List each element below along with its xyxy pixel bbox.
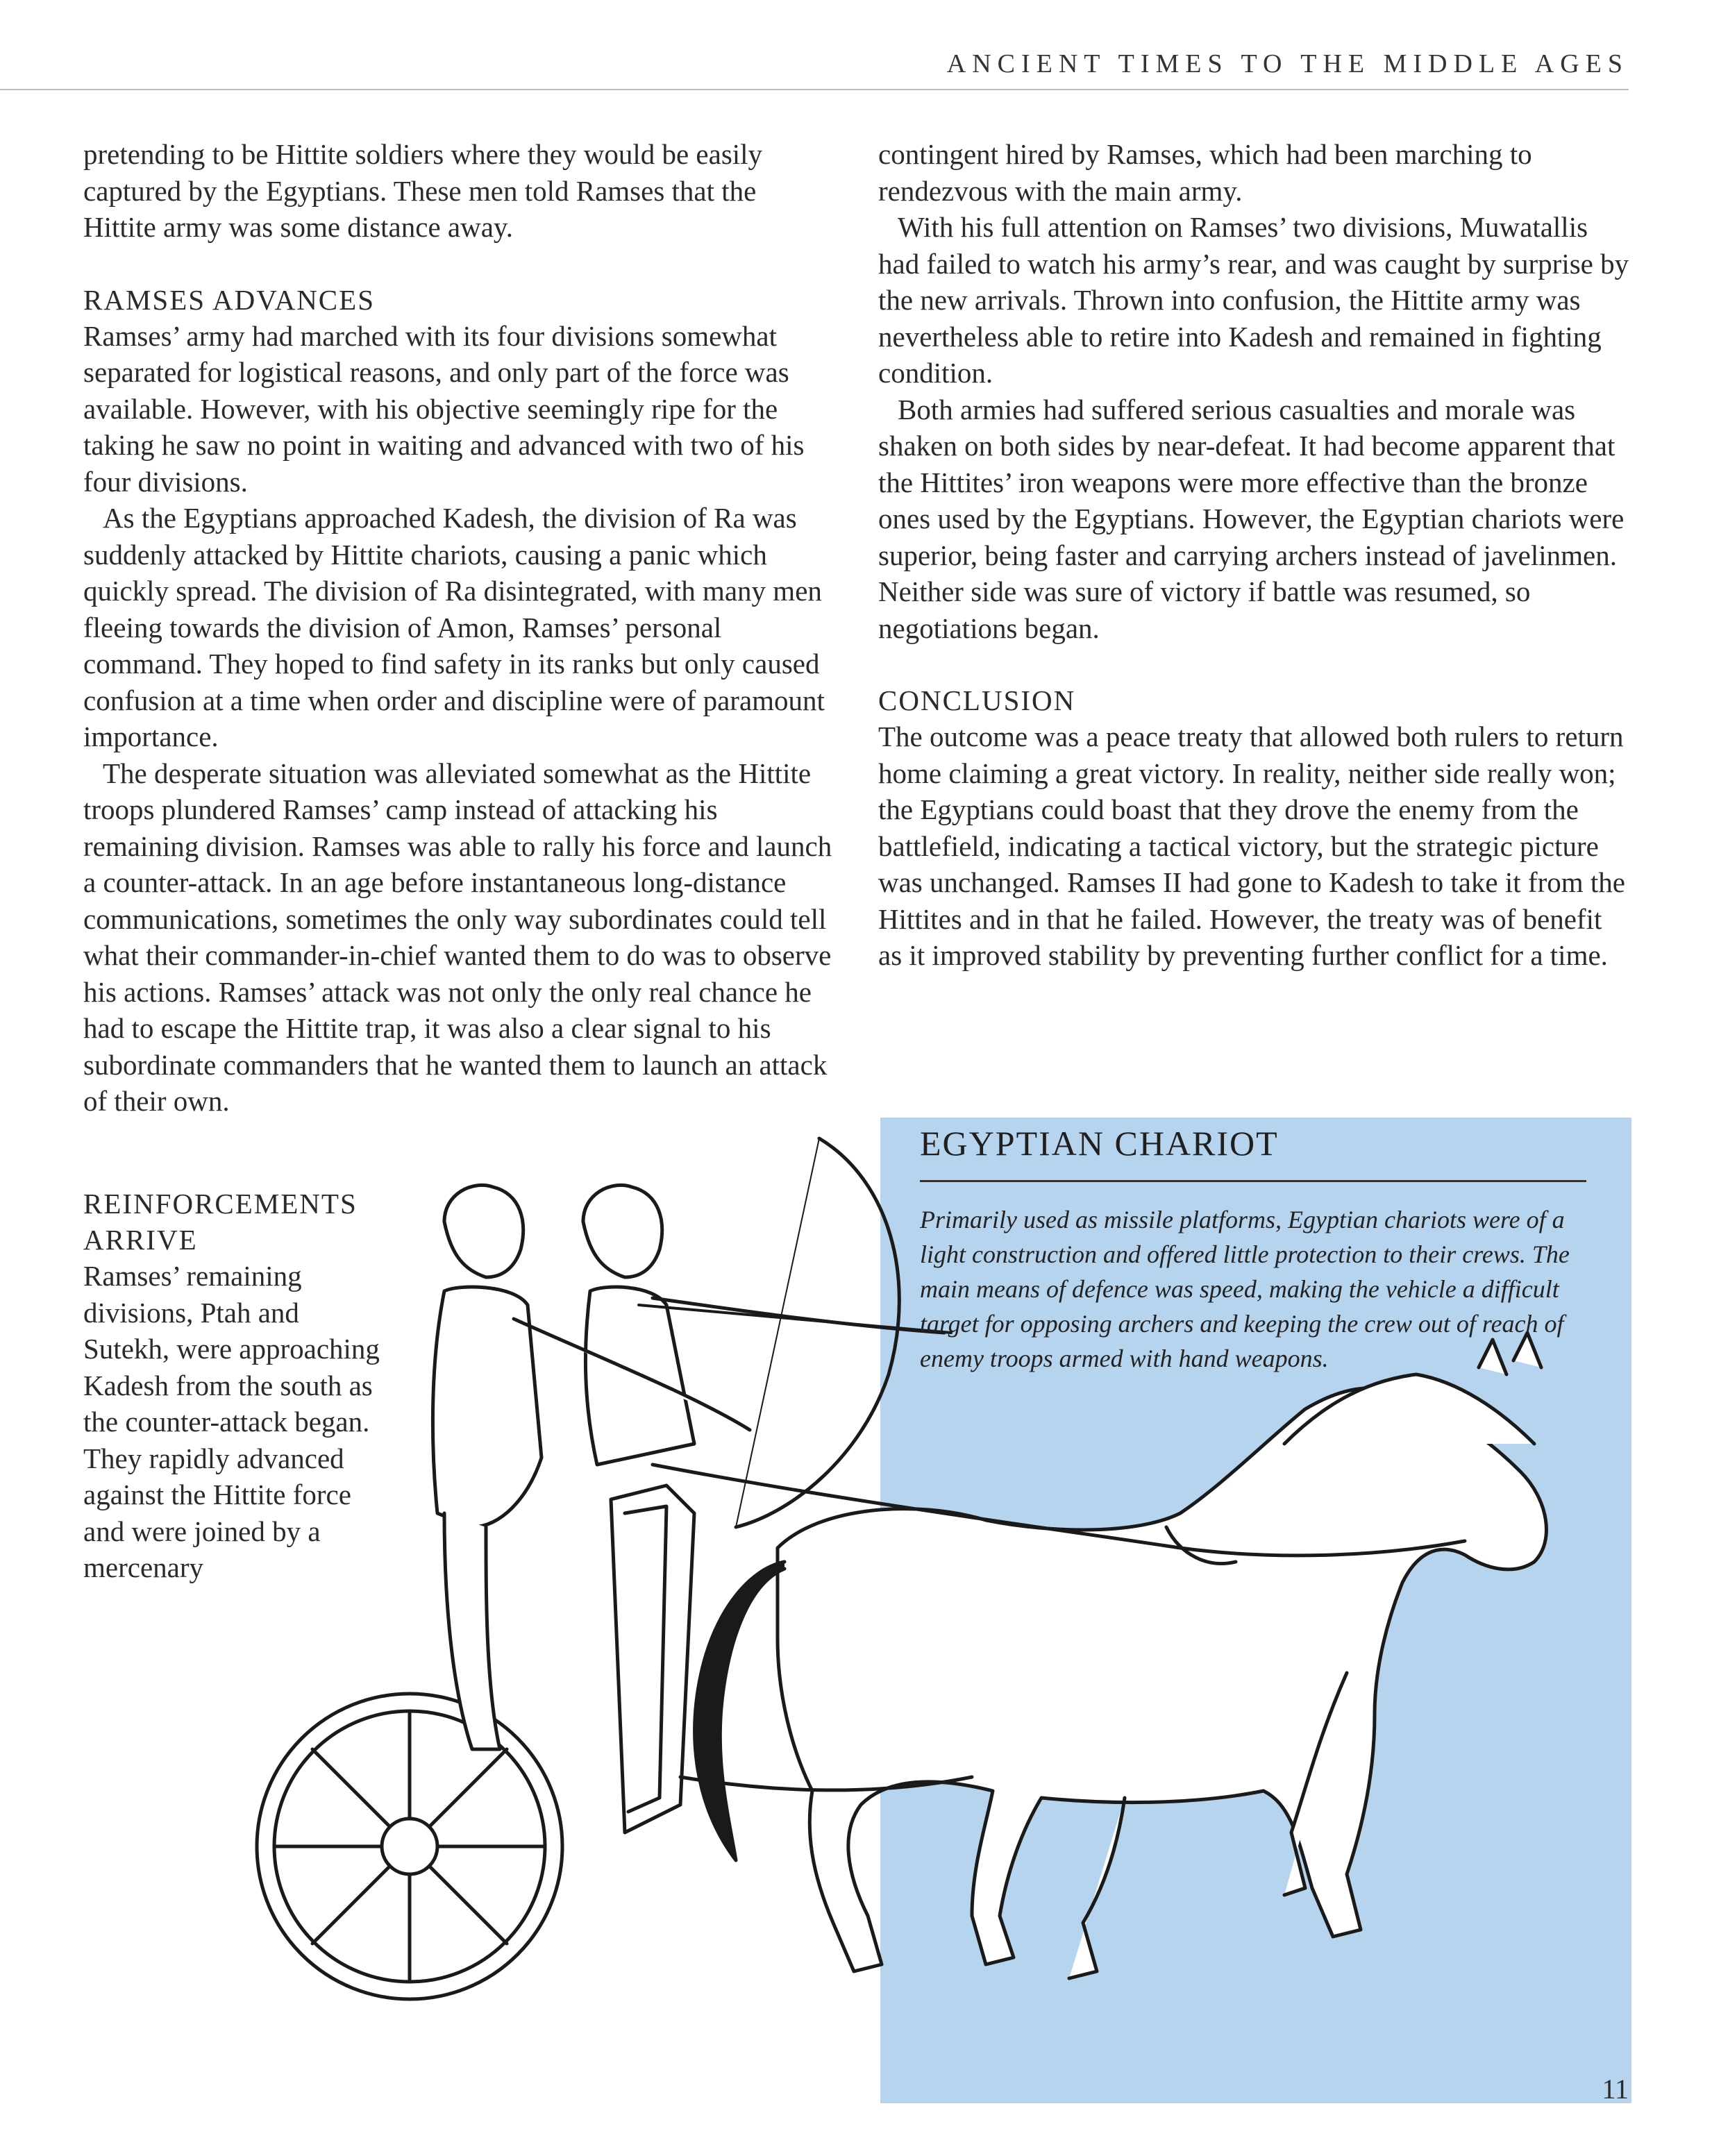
section-heading-ramses-advances: RAMSES ADVANCES	[83, 283, 376, 316]
paragraph: The outcome was a peace treaty that allowed both rulers to return home claiming a great victory. In reality, neither side really won; the Egyptians could boast that they drove the enemy from the battlefield, indicating a tactical victory, but the strategic picture was unchanged. Ramses II had gone to Kadesh to take it from the Hittites and in that he failed. However, the treaty was of benefit as it improved stability by preventing further conflict for a time.	[878, 721, 1625, 971]
paragraph: Ramses’ remaining divisions, Ptah and Sutekh, were approaching Kadesh from the south as the counter-attack began. They rapidly advanced against the Hittite force and were joined by a mercenary	[83, 1260, 380, 1583]
paragraph: Ramses’ army had marched with its four divisions somewhat separated for logistical reasons, and only part of the force was available. However, with his objective seemingly ripe for the taking he saw no point in waiting and advanced with two of his four divisions.	[83, 319, 805, 498]
paragraph: pretending to be Hittite soldiers where they would be easily captured by the Egyptians. These men told Ramses that the Hittite army was some distance away.	[83, 138, 763, 243]
paragraph: With his full attention on Ramses’ two divisions, Muwatallis had failed to watch his army’s rear, and was caught by surprise by the new arrivals. Thrown into confusion, the Hittite army was nevertheless able to retire into Kadesh and remained in fighting condition.	[878, 211, 1629, 389]
heading-line: REINFORCEMENTS	[83, 1188, 358, 1220]
paragraph: The desperate situation was alleviated somewhat as the Hittite troops plundered Ramses’ camp instead of attacking his remaining division. Ramses was able to rally his force and launch a counter-attack. In an age before instantaneous long-distance communications, sometimes the only way subordinates could tell what their commander-in-chief wanted them to do was to observe his actions. Ramses’ attack was not only the only real chance he had to escape the Hittite trap, it was also a clear signal to his subordinate commanders that he wanted them to launch an attack of their own.	[83, 757, 832, 1117]
sidebar-caption: Primarily used as missile platforms, Egyptian chariots were of a light construction and offered little protection to their crews. The main means of defence was speed, making the vehicle a difficult target for opposing archers and keeping the crew out of reach of enemy troops armed with hand weapons.	[920, 1206, 1570, 1372]
paragraph: Both armies had suffered serious casualties and morale was shaken on both sides by near-defeat. It had become apparent that the Hittites’ iron weapons were more effective than the bronze ones used by the Egyptians. However, the Egyptian chariots were superior, being faster and carrying archers instead of javelinmen. Neither side was sure of victory if battle was resumed, so negotiations began.	[878, 393, 1625, 644]
running-head: ANCIENT TIMES TO THE MIDDLE AGES	[946, 49, 1629, 78]
sidebar-title: EGYPTIAN CHARIOT	[920, 1124, 1279, 1163]
horses-drawing	[778, 1333, 1546, 1978]
paragraph: As the Egyptians approached Kadesh, the division of Ra was suddenly attacked by Hittite chariots, causing a panic which quickly spread. The division of Ra disintegrated, with many men fleeing towards the division of Amon, Ramses’ personal command. They hoped to find safety in its ranks but only caused confusion at a time when order and discipline were of paramount importance.	[83, 502, 825, 752]
horse-tail-drawing	[695, 1562, 784, 1860]
sidebar-rule	[920, 1180, 1586, 1182]
paragraph: contingent hired by Ramses, which had been marching to rendezvous with the main army.	[878, 138, 1532, 207]
section-heading-conclusion: CONCLUSION	[878, 684, 1076, 716]
page-number: 11	[1602, 2073, 1629, 2105]
heading-line: ARRIVE	[83, 1224, 198, 1256]
bow-drawing	[736, 1138, 899, 1527]
